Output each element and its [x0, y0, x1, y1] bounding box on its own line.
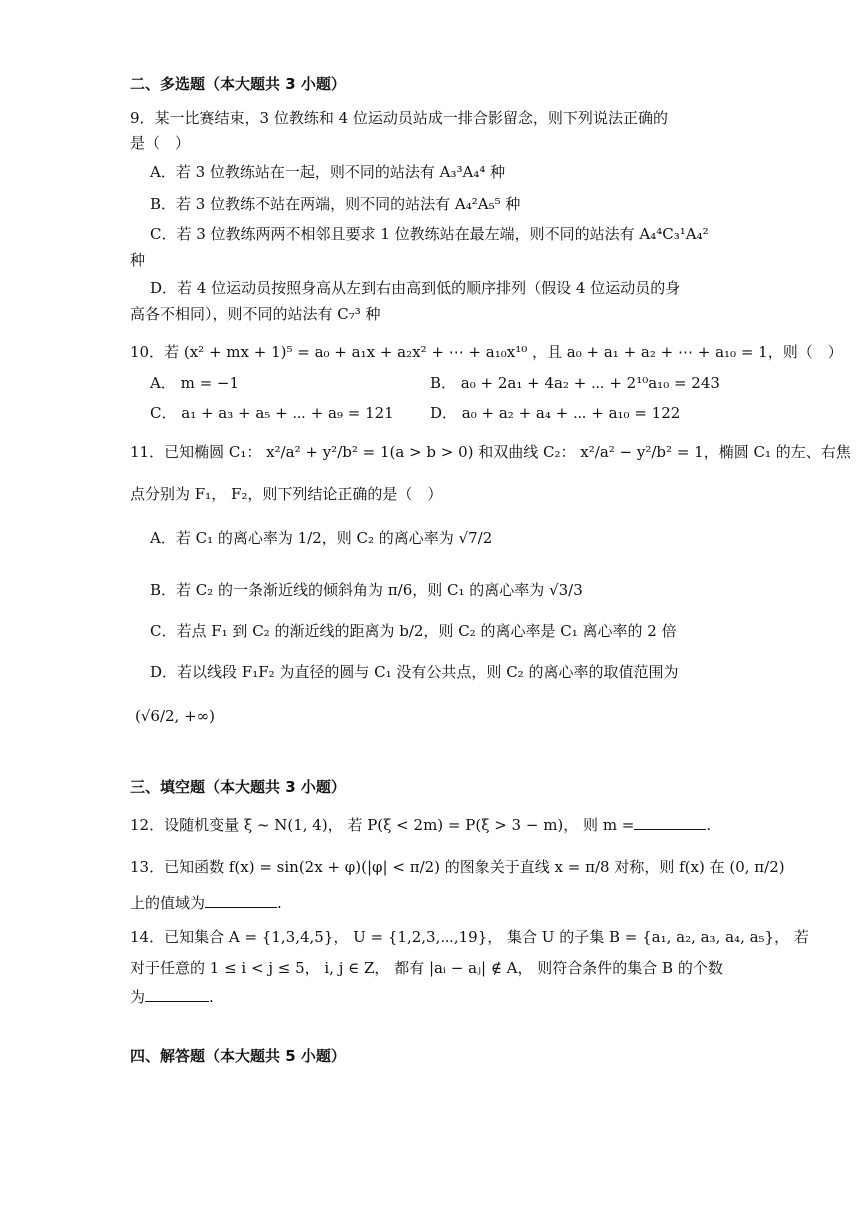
question-14-answer-blank — [145, 987, 209, 1002]
section-heading-problems: 四、解答题（本大题共 5 小题） — [130, 1047, 346, 1065]
question-9-option-b: B．若 3 位教练不站在两端，则不同的站法有 A₄²A₅⁵ 种 — [150, 195, 521, 213]
section-heading-multiple-choice: 二、多选题（本大题共 3 小题） — [130, 75, 346, 93]
question-13-stem-line-2: 上的值域为 — [130, 894, 206, 912]
question-10-option-b: B． a₀ + 2a₁ + 4a₂ + ⋯ + 2¹⁰a₁₀ = 243 — [430, 374, 720, 392]
question-13-end: . — [277, 894, 282, 912]
question-13-answer-blank — [205, 893, 277, 908]
question-9-option-c-line-1: C．若 3 位教练两两不相邻且要求 1 位教练站在最左端，则不同的站法有 A₄⁴C₃¹A₄² — [150, 225, 709, 243]
question-10-stem: 10．若 (x² + mx + 1)⁵ = a₀ + a₁x + a₂x² + ⋯ + a₁₀x¹⁰ ，且 a₀ + a₁ + a₂ + ⋯ + a₁₀ = 1，则（ ） — [130, 343, 843, 361]
question-11-stem-line-1: 11．已知椭圆 C₁： x²/a² + y²/b² = 1(a > b > 0) 和双曲线 C₂： x²/a² − y²/b² = 1，椭圆 C₁ 的左、右焦 — [130, 443, 851, 461]
question-14-stem-line-3: 为 — [130, 988, 146, 1006]
question-13-stem-line-1: 13．已知函数 f(x) = sin(2x + φ)(|φ| < π/2) 的图象关于直线 x = π/8 对称，则 f(x) 在 (0, π/2) — [130, 858, 785, 876]
question-14-stem-line-1: 14．已知集合 A = {1,3,4,5}， U = {1,2,3,⋯,19}， 集合 U 的子集 B = {a₁, a₂, a₃, a₄, a₅}， 若 — [130, 928, 809, 946]
question-10-option-d: D． a₀ + a₂ + a₄ + ⋯ + a₁₀ = 122 — [430, 404, 681, 422]
question-11-option-d-line-2: (√6/2, +∞) — [135, 707, 216, 725]
section-heading-fill-in-blank: 三、填空题（本大题共 3 小题） — [130, 778, 346, 796]
question-14-end: . — [209, 988, 214, 1006]
question-9-option-d-line-2: 高各不相同），则不同的站法有 C₇³ 种 — [130, 305, 381, 323]
question-11-option-a: A．若 C₁ 的离心率为 1/2，则 C₂ 的离心率为 √7/2 — [150, 529, 493, 547]
question-10-option-c: C． a₁ + a₃ + a₅ + ⋯ + a₉ = 121 — [150, 404, 394, 422]
question-9-stem-line-2: 是（ ） — [130, 134, 191, 152]
question-12-line — [130, 815, 711, 835]
question-11-stem-line-2: 点分别为 F₁， F₂，则下列结论正确的是（ ） — [130, 485, 443, 503]
question-14-line-3 — [130, 987, 214, 1007]
question-11-option-b: B．若 C₂ 的一条渐近线的倾斜角为 π/6，则 C₁ 的离心率为 √3/3 — [150, 581, 583, 599]
question-12-answer-blank — [634, 815, 706, 830]
question-12-end: . — [706, 816, 712, 834]
question-13-line-2 — [130, 893, 282, 913]
question-9-option-d-line-1: D．若 4 位运动员按照身高从左到右由高到低的顺序排列（假设 4 位运动员的身 — [150, 279, 681, 297]
question-9-stem-line-1: 9．某一比赛结束，3 位教练和 4 位运动员站成一排合影留念，则下列说法正确的 — [130, 109, 668, 127]
question-9-option-a: A．若 3 位教练站在一起，则不同的站法有 A₃³A₄⁴ 种 — [150, 163, 506, 181]
question-11-option-c: C．若点 F₁ 到 C₂ 的渐近线的距离为 b/2，则 C₂ 的离心率是 C₁ 离心率的 2 倍 — [150, 622, 677, 640]
question-11-option-d-line-1: D．若以线段 F₁F₂ 为直径的圆与 C₁ 没有公共点，则 C₂ 的离心率的取值范围为 — [150, 663, 679, 681]
question-12-stem: 12．设随机变量 ξ ~ N(1, 4)， 若 P(ξ < 2m) = P(ξ > 3 − m)， 则 m = — [130, 816, 635, 834]
question-14-stem-line-2: 对于任意的 1 ≤ i < j ≤ 5， i, j ∈ Z， 都有 |aᵢ − aⱼ| ∉ A， 则符合条件的集合 B 的个数 — [130, 959, 723, 977]
question-10-option-a: A． m = −1 — [150, 374, 240, 392]
question-9-option-c-line-2: 种 — [130, 251, 146, 269]
